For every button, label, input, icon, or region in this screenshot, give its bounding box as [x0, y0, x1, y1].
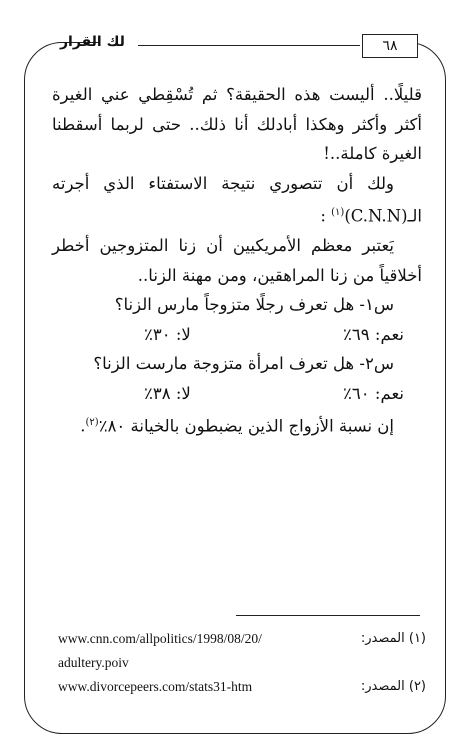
footnote-1 — [58, 627, 426, 651]
main-text — [52, 80, 422, 441]
cnn-label: (C.N.N) — [344, 206, 408, 226]
question-2-results — [52, 379, 422, 409]
header-rule — [138, 45, 360, 46]
question-1-results — [52, 320, 422, 350]
footnotes — [58, 627, 426, 699]
footnote-rule — [236, 615, 420, 616]
footnote-ref-2: (٢) — [85, 417, 99, 428]
q1-yes: نعم: ٦٩٪ — [343, 324, 404, 344]
footnote-2 — [58, 675, 426, 699]
q2-no: لا: ٣٨٪ — [144, 383, 191, 403]
paragraph-3: يَعتبر معظم الأمريكيين أن زنا المتزوجين أخطر أخلاقياً من زنا المراهقين، ومن مهنة الزنا.. — [52, 236, 422, 285]
q1-no: لا: ٣٠٪ — [144, 324, 191, 344]
question-1: س١- هل تعرف رجلًا متزوجاً مارس الزنا؟ — [114, 295, 394, 314]
paragraph-1: قليلًا.. أليست هذه الحقيقة؟ ثم تُسْقِطي عني الغيرة أكثر وأكثر وهكذا أبادلك أنا ذلك.. حتى لربما أسقطنا الغيرة كاملة..! — [52, 85, 422, 163]
footnote-1-url-cont: adultery.poiv — [58, 655, 129, 670]
footnote-1-cont — [58, 651, 426, 675]
footnote-ref-1: (١) — [331, 207, 345, 218]
footnote-1-label: (١) المصدر: — [360, 631, 426, 646]
footnote-2-url: www.divorcepeers.com/stats31-htm — [58, 679, 253, 694]
page-header — [0, 30, 469, 58]
question-2: س٢- هل تعرف امرأة متزوجة مارست الزنا؟ — [93, 354, 394, 373]
paragraph-2: ولك أن تتصوري نتيجة الاستفتاء الذي أجرته $الـ(C.N.N)^{(١)}$ : — [52, 173, 422, 226]
paragraph-4: إن نسبة الأزواج الذين يضبطون بالخيانة ٨٠٪$^{(٢)}$. — [80, 416, 394, 436]
footnote-1-url: www.cnn.com/allpolitics/1998/08/20/ — [58, 631, 262, 646]
q2-yes: نعم: ٦٠٪ — [343, 383, 404, 403]
running-title: لك القرار — [60, 34, 125, 50]
page-number: ٦٨ — [362, 34, 418, 58]
footnote-2-label: (٢) المصدر: — [360, 679, 426, 694]
